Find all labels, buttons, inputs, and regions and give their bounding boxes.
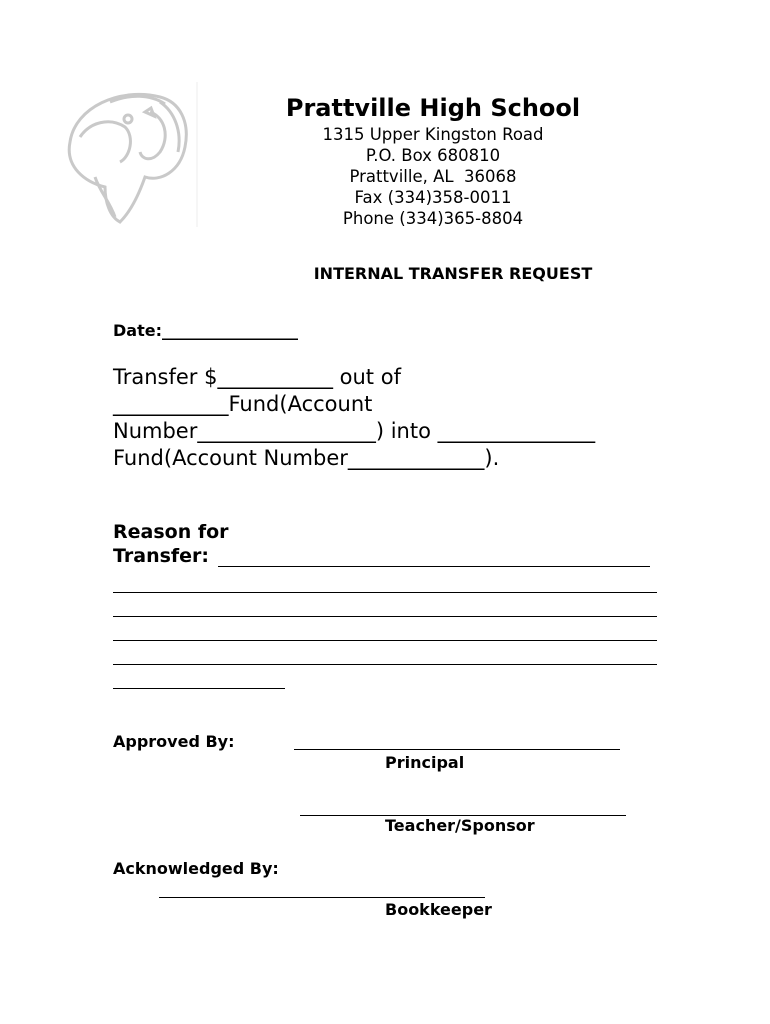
transfer-line-1[interactable]: Transfer $___________ out of (113, 365, 401, 389)
reason-blank-6[interactable] (113, 688, 285, 689)
school-name: Prattville High School (285, 94, 581, 122)
reason-blank-5[interactable] (113, 664, 657, 665)
address-line-3: Prattville, AL 36068 (349, 167, 517, 186)
reason-blank-1[interactable] (218, 566, 650, 567)
transfer-line-3[interactable]: Number_________________) into _______________ (113, 419, 596, 443)
phone-number: Phone (334)365-8804 (342, 209, 524, 228)
reason-label-line-1: Reason for (113, 521, 229, 543)
address-line-1: 1315 Upper Kingston Road (322, 125, 544, 144)
reason-blank-4[interactable] (113, 640, 657, 641)
approved-by-label: Approved By: (113, 732, 235, 751)
reason-blank-2[interactable] (113, 592, 657, 593)
principal-signature-line[interactable] (294, 749, 620, 750)
bookkeeper-label: Bookkeeper (385, 900, 492, 919)
transfer-paragraph (113, 364, 713, 472)
reason-blank-3[interactable] (113, 616, 657, 617)
letterhead (230, 92, 636, 229)
bookkeeper-signature-line[interactable] (159, 897, 485, 898)
acknowledged-by-label: Acknowledged By: (113, 859, 279, 878)
reason-label (113, 520, 229, 568)
teacher-sponsor-label: Teacher/Sponsor (385, 816, 535, 835)
transfer-line-4[interactable]: Fund(Account Number_____________). (113, 446, 500, 470)
date-field[interactable]: Date:_________________ (113, 321, 298, 340)
address-line-2: P.O. Box 680810 (365, 146, 501, 165)
fax-number: Fax (334)358-0011 (354, 188, 512, 207)
reason-label-line-2: Transfer: (113, 545, 210, 567)
ram-head-mascot-icon (50, 82, 200, 227)
form-title: INTERNAL TRANSFER REQUEST (313, 264, 593, 283)
transfer-line-2[interactable]: ___________Fund(Account (113, 392, 373, 416)
principal-label: Principal (385, 753, 465, 772)
